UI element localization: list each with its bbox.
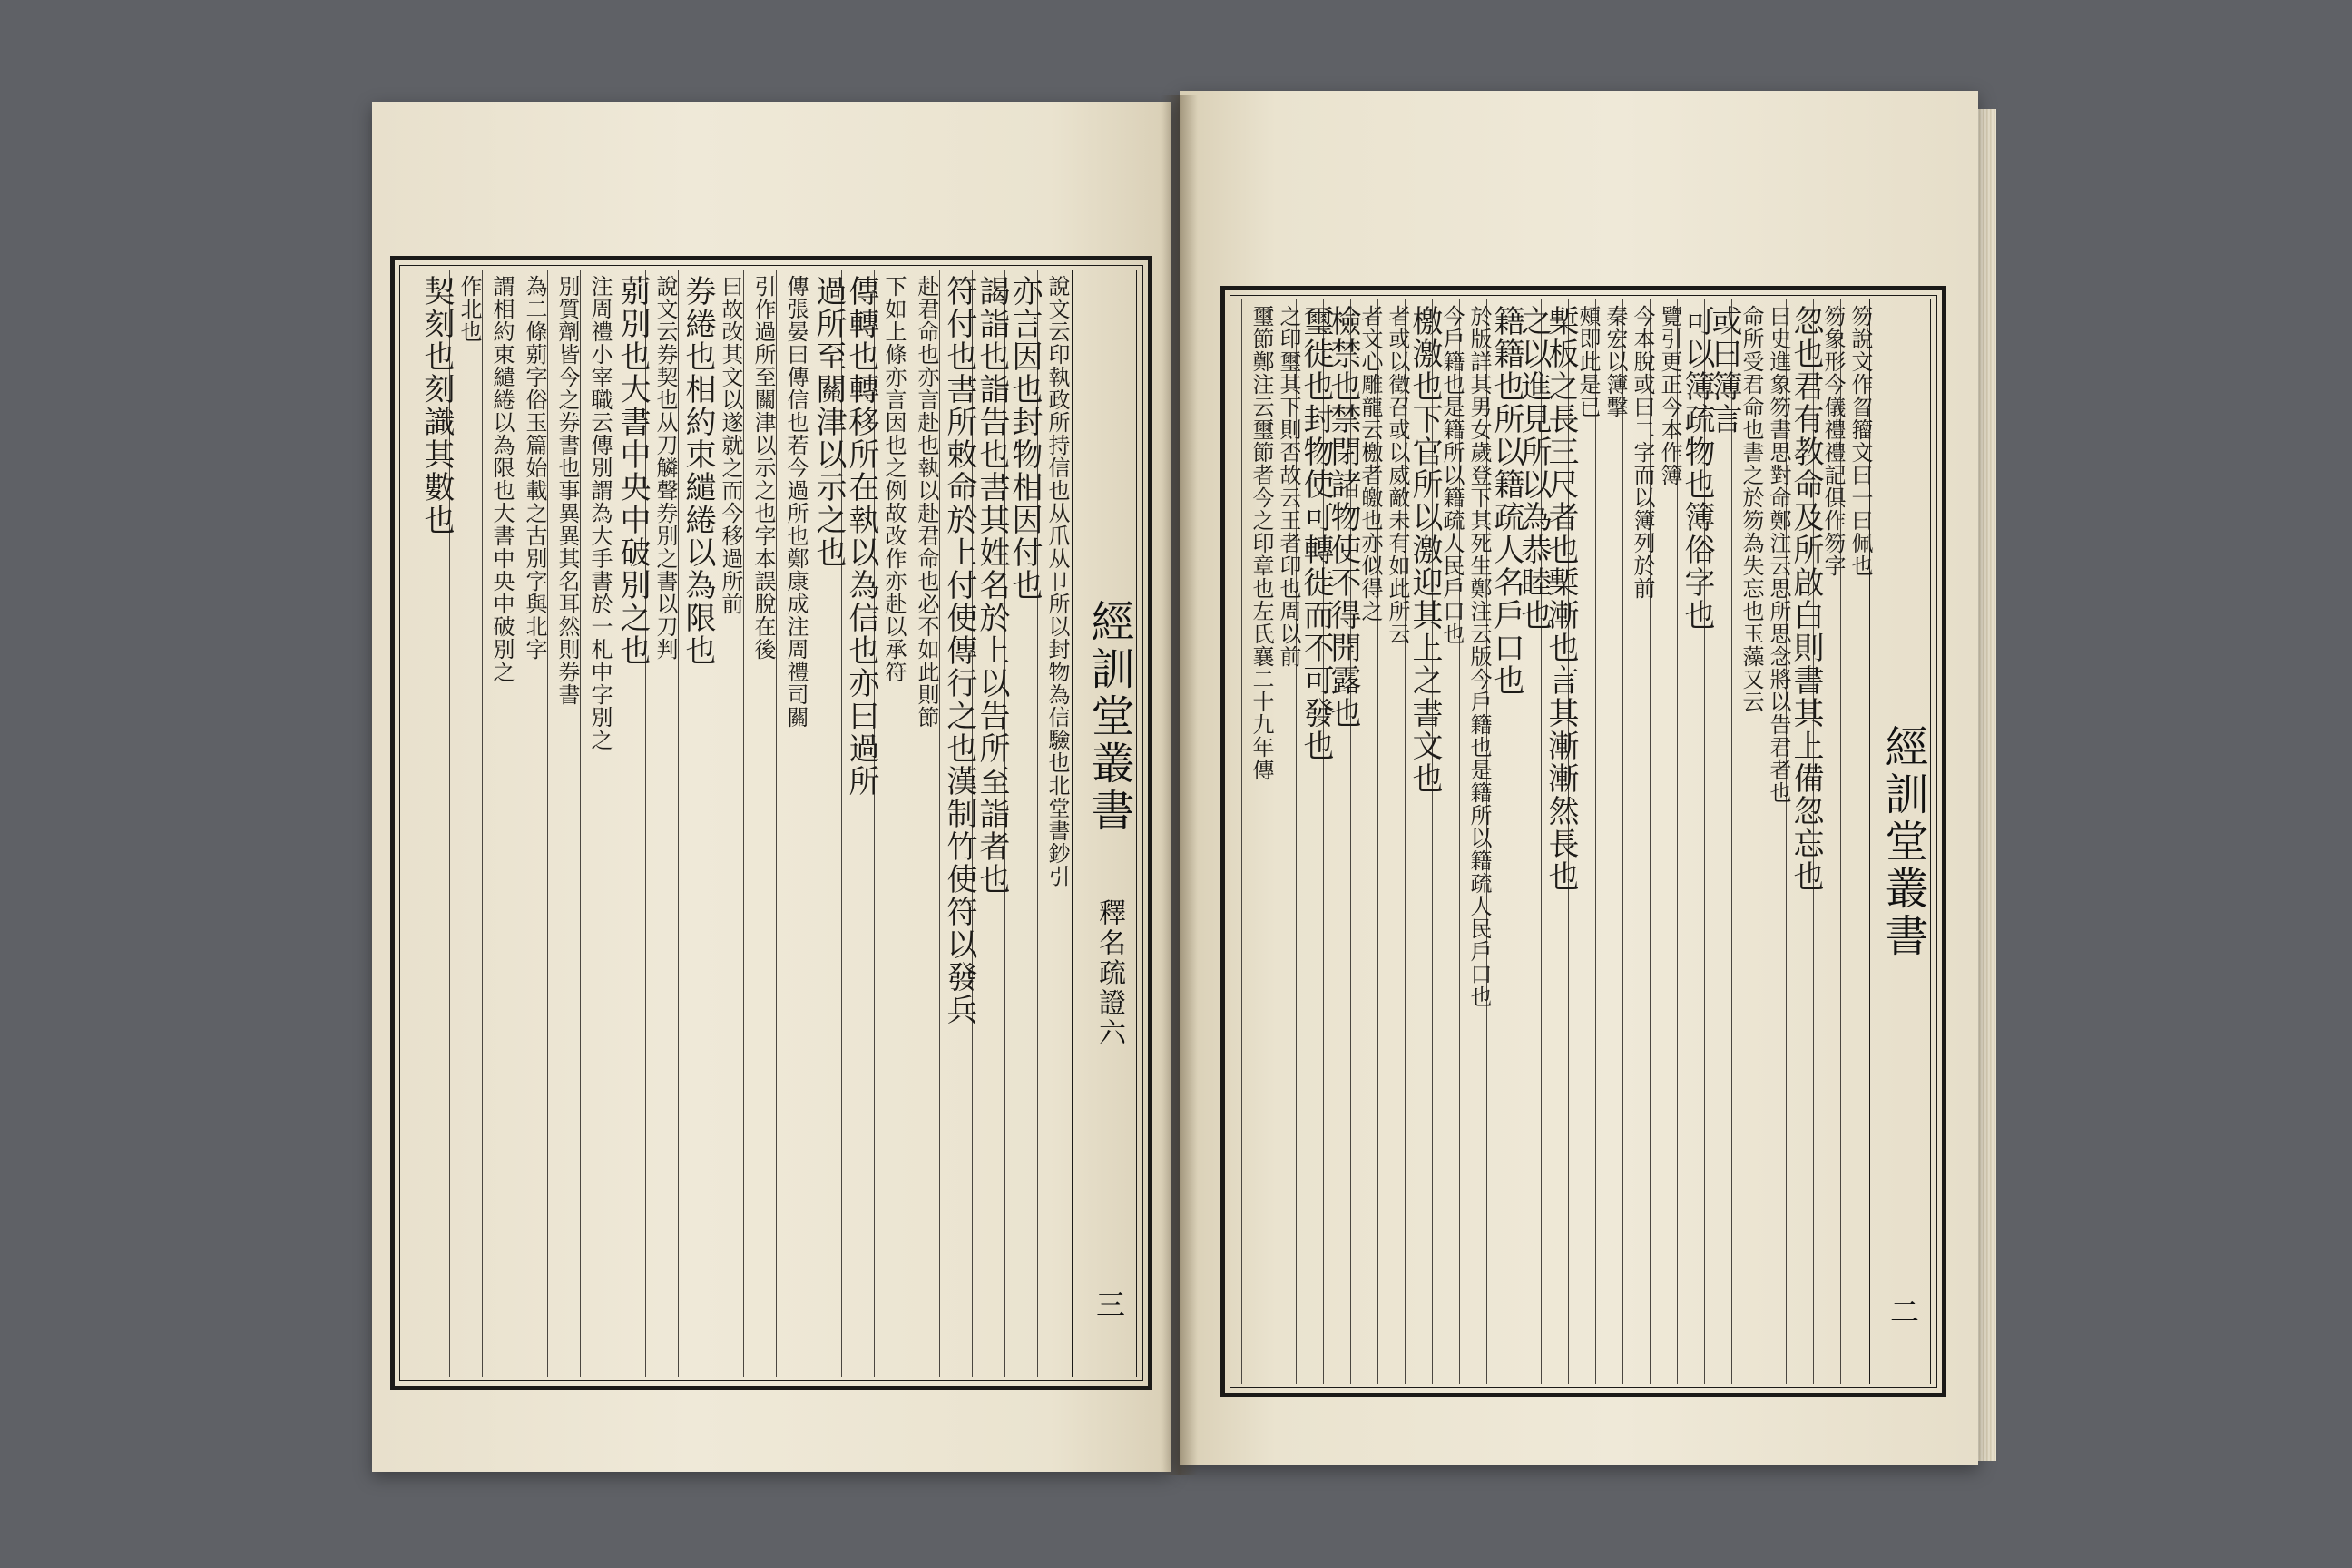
text-column: 曰史進象笏書思對命鄭注云思所思念將以告君者也: [1766, 305, 1791, 804]
column-rule: [939, 270, 940, 1377]
text-column: 亦言因也封物相因付也: [1006, 275, 1043, 602]
right-page-frame: [1220, 286, 1946, 1397]
text-column: 過所至關津以示之也: [810, 275, 847, 569]
text-column: 說文云券契也从刀䚬聲券別之書以刀判: [652, 275, 678, 661]
text-column: 今戶籍也是籍所以籍疏人民戶口也: [1439, 305, 1465, 645]
text-column: 覽引更正今本作簿: [1657, 305, 1682, 486]
column-rule: [1840, 299, 1841, 1384]
text-column: 赴君命也亦言赴也執以赴君命也必不如此則節: [914, 275, 939, 729]
text-column: 檄激也下官所以激迎其上之書文也: [1406, 305, 1443, 795]
column-rule: [1486, 299, 1487, 1384]
column-rule: [1459, 299, 1460, 1384]
column-rule: [1350, 299, 1351, 1384]
text-column: 引作過所至關津以示之也字本誤脫在後: [750, 275, 776, 661]
text-column: 注周禮小宰職云傳別謂為大手書於一札中字別之: [587, 275, 612, 751]
right-page: [1180, 91, 1978, 1465]
column-rule: [645, 270, 646, 1377]
column-rule: [612, 270, 613, 1377]
text-column: 璽節鄭注云璽節者今之印章也左氏襄二十九年傳: [1249, 305, 1274, 781]
column-rule: [547, 270, 548, 1377]
text-column: 作北也: [456, 275, 482, 343]
text-column: 於版詳其男女歲登下其死生鄭注云版今戶籍也是籍所以籍疏人民戶口也: [1466, 305, 1492, 1008]
text-column: 籍籍也所以籍疏人名戶口也: [1488, 305, 1524, 697]
text-column: 莂別也大書中央中破別之也: [614, 275, 651, 667]
text-column: 頰即此是已: [1575, 305, 1601, 418]
column-rule: [514, 270, 515, 1377]
column-rule: [416, 270, 417, 1377]
text-column: 契刻也刻識其數也: [418, 275, 455, 536]
text-column: 者或以徵召或以威敵未有如此所云: [1385, 305, 1410, 645]
left-page: [372, 102, 1171, 1472]
text-column: 或曰簿言: [1706, 305, 1742, 436]
text-column: 別質劑皆今之券書也事異異其名耳然則券書: [554, 275, 580, 706]
column-rule: [1541, 299, 1542, 1384]
text-column: 符付也書所敕命於上付使傳行之也漢制竹使符以發兵: [941, 275, 977, 1026]
text-column: 笏說文作曶籀文曰一曰佩也: [1847, 305, 1873, 577]
page-number: 二: [1886, 1297, 1920, 1329]
column-rule: [1241, 299, 1242, 1384]
column-rule: [482, 270, 483, 1377]
text-column: 檢禁也禁閉諸物使不得開露也: [1325, 305, 1361, 730]
column-rule: [1432, 299, 1433, 1384]
column-rule: [678, 270, 679, 1377]
text-column: 之以進見所以為恭睦也: [1515, 305, 1552, 632]
column-rule: [1813, 299, 1814, 1384]
text-column: 之印璽其下則否故云王者印也周以前: [1276, 305, 1301, 668]
text-column: 命所受君命也書之於笏為失忘也玉藻又云: [1739, 305, 1764, 713]
column-rule: [1405, 299, 1406, 1384]
column-rule: [1004, 270, 1005, 1377]
text-column: 傳轉也轉移所在執以為信也亦曰過所: [843, 275, 879, 798]
text-column: 者文心雕龍云檄者皦也亦似得之: [1357, 305, 1383, 622]
right-page-fishtail: [1869, 299, 1931, 1384]
chapter-title: 釋名疏證六: [1093, 897, 1125, 1048]
text-column: 為二條莂字俗玉篇始載之古別字與北字: [522, 275, 547, 661]
text-column: 秦宏以簿擊: [1602, 305, 1628, 418]
column-rule: [743, 270, 744, 1377]
column-rule: [1650, 299, 1651, 1384]
text-column: 下如上條亦言因也之例故改作亦赴以承符: [881, 275, 906, 683]
text-column: 謁詣也詣告也書其姓名於上以告所至詣者也: [974, 275, 1010, 896]
column-rule: [1731, 299, 1732, 1384]
text-column: 謂相約束繾綣以為限也大書中央中破別之: [489, 275, 514, 683]
text-column: 笏象形今儀禮禮記俱作笏字: [1820, 305, 1846, 577]
column-rule: [841, 270, 842, 1377]
text-column: 忽也君有教命及所啟白則書其上備忽忘也: [1788, 305, 1824, 893]
series-title: 經訓堂叢書: [1083, 598, 1134, 835]
column-rule: [776, 270, 777, 1377]
left-page-fishtail: [1072, 270, 1137, 1377]
text-column: 槧板之長三尺者也槧漸也言其漸漸然長也: [1543, 305, 1579, 893]
column-rule: [710, 270, 711, 1377]
column-rule: [808, 270, 809, 1377]
page-number: 三: [1092, 1289, 1126, 1322]
text-column: 說文云印執政所持信也从爪从卩所以封物為信驗也北堂書鈔引: [1044, 275, 1070, 887]
column-rule: [1786, 299, 1787, 1384]
left-page-frame: [390, 256, 1152, 1390]
column-rule: [1595, 299, 1596, 1384]
column-rule: [1704, 299, 1705, 1384]
column-rule: [1622, 299, 1623, 1384]
column-rule: [1323, 299, 1324, 1384]
text-column: 可以簿疏物也簿俗字也: [1679, 305, 1715, 632]
column-rule: [1296, 299, 1297, 1384]
text-column: 傳張晏曰傳信也若今過所也鄭康成注周禮司關: [783, 275, 808, 729]
series-title: 經訓堂叢書: [1877, 723, 1928, 960]
column-rule: [1377, 299, 1378, 1384]
text-column: 今本脫或曰二字而以簿列於前: [1630, 305, 1655, 600]
column-rule: [449, 270, 450, 1377]
column-rule: [906, 270, 907, 1377]
text-column: 曰故改其文以遂就之而今移過所前: [718, 275, 743, 615]
column-rule: [1677, 299, 1678, 1384]
book-gutter: [1161, 95, 1198, 1475]
column-rule: [874, 270, 875, 1377]
column-rule: [580, 270, 581, 1377]
text-column: 璽徙也封物使可轉徙而不可發也: [1298, 305, 1334, 762]
text-column: 券綣也相約束繾綣以為限也: [680, 275, 716, 667]
column-rule: [1568, 299, 1569, 1384]
column-rule: [1037, 270, 1038, 1377]
column-rule: [972, 270, 973, 1377]
